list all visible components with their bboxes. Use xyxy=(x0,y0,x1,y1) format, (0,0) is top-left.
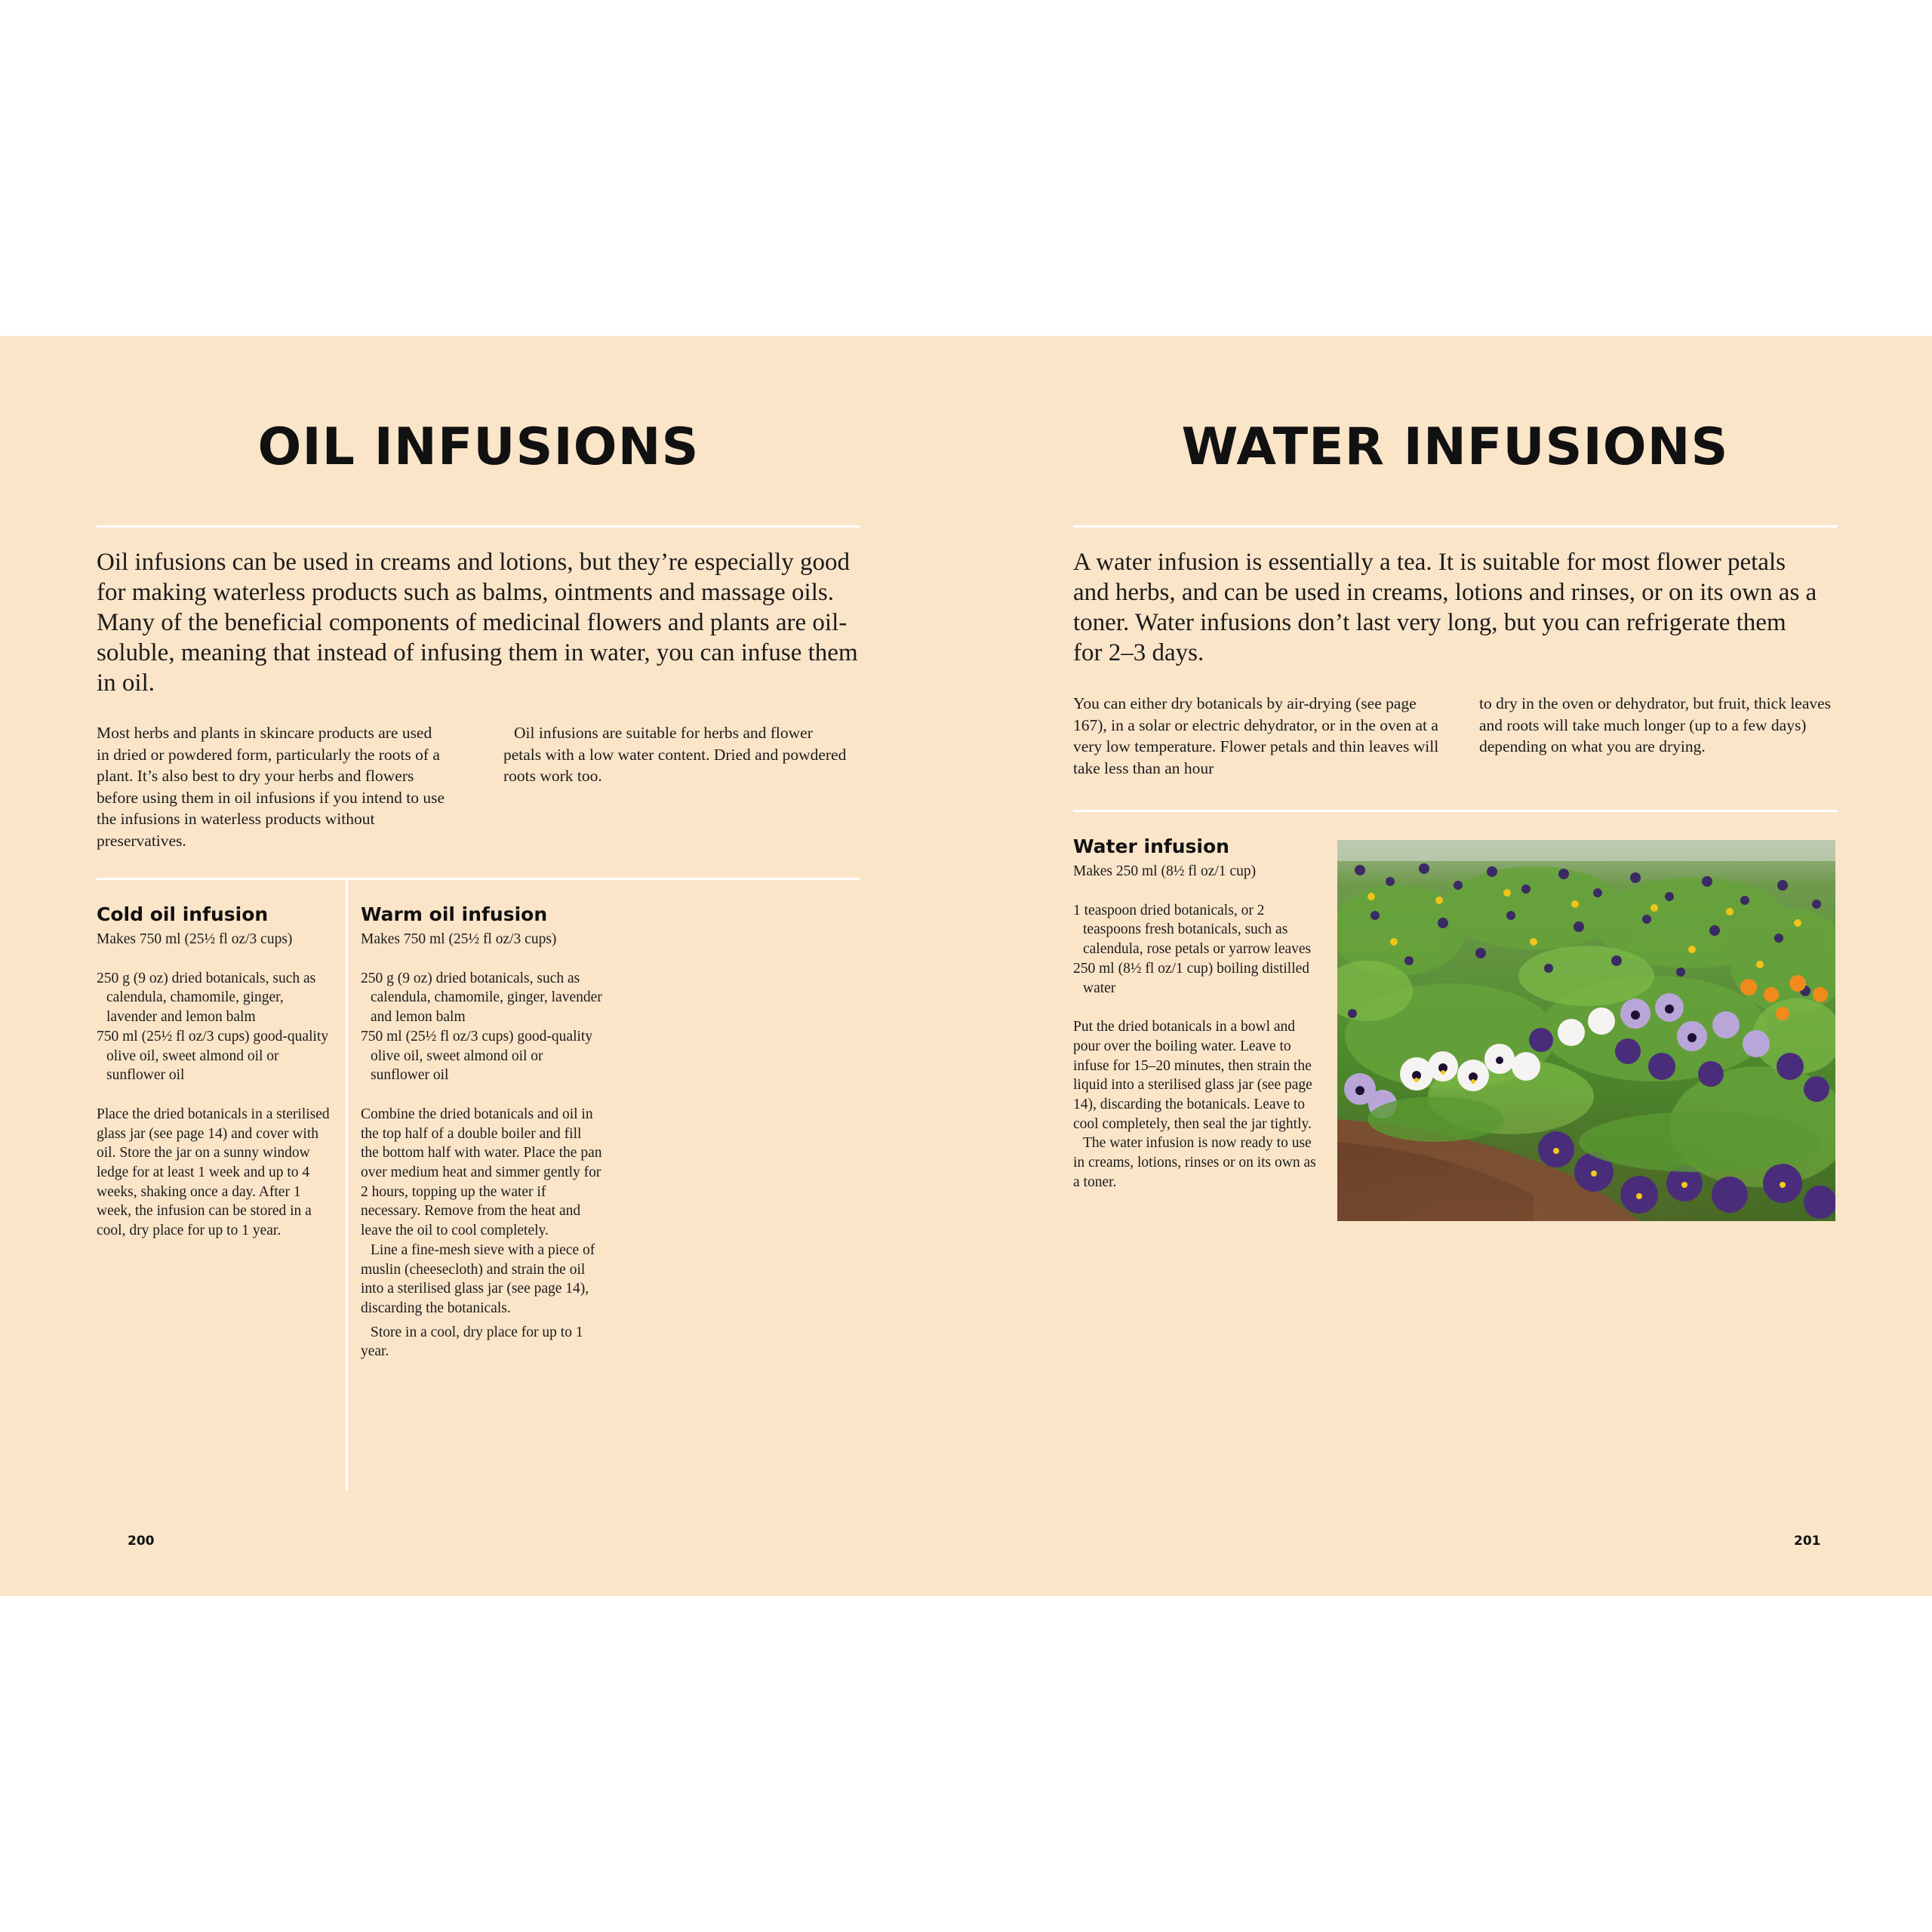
recipe-title: Water infusion xyxy=(1073,835,1229,857)
column-divider xyxy=(346,878,348,1491)
ingredient-item: 1 teaspoon dried botanicals, or 2 teaspoons fresh botanicals, such as calendula, rose petals or yarrow leaves xyxy=(1073,902,1312,958)
body-column-1: You can either dry botanicals by air-drying (see page 167), in a solar or electric dehydrator, or in the oven at a very low temperature. Flower petals and thin leaves will take less than an hour xyxy=(1073,694,1439,777)
ingredient-list xyxy=(97,969,337,1085)
recipe-method xyxy=(361,1105,602,1361)
body-column-2: Oil infusions are suitable for herbs and flower petals with a low water content. Dried and powdered roots work too. xyxy=(503,724,847,785)
page-title-water-infusions: WATER INFUSIONS xyxy=(1181,417,1729,477)
ingredient-item: 250 g (9 oz) dried botanicals, such as calendula, chamomile, ginger, lavender and lemon balm xyxy=(97,970,316,1026)
recipe-water-infusion xyxy=(1073,835,1322,1192)
page-title-oil-infusions: OIL INFUSIONS xyxy=(257,417,700,477)
method-paragraph: Combine the dried botanicals and oil in the top half of a double boiler and fill the bottom half with water. Place the pan over medium heat and simmer gently for 2 hours, topping up the water if necessary. Remove from the heat and leave the oil to cool completely. xyxy=(361,1106,602,1239)
intro-paragraph: A water infusion is essentially a tea. It is suitable for most flower petals and herbs, and can be used in creams, lotions and rinses, or on its own as a toner. Water infusions don’t last very long, but you can refrigerate them for 2–3 days. xyxy=(1073,549,1817,666)
recipe-title: Cold oil infusion xyxy=(97,903,269,925)
title-divider xyxy=(1073,525,1837,528)
intro-paragraph: Oil infusions can be used in creams and lotions, but they’re especially good for making waterless products such as balms, ointments and massage oils. Many of the beneficial components of medicinal flowers and plants are oil-soluble, meaning that instead of infusing them in water, you can infuse them in oil. xyxy=(97,549,858,697)
ingredient-item: 750 ml (25½ fl oz/3 cups) good-quality olive oil, sweet almond oil or sunflower oil xyxy=(97,1028,329,1084)
right-page xyxy=(966,336,1932,1596)
recipe-title: Warm oil infusion xyxy=(361,903,548,925)
recipe-method xyxy=(97,1105,337,1241)
pansy-flowerbed-photo xyxy=(1337,840,1835,1221)
body-column-2: to dry in the oven or dehydrator, but fruit, thick leaves and roots will take much longer (up to a few days) depending on what you are drying. xyxy=(1479,694,1832,755)
recipe-yield: Makes 750 ml (25½ fl oz/3 cups) xyxy=(97,931,293,947)
ingredient-list xyxy=(361,969,602,1085)
page-number: 201 xyxy=(1794,1534,1821,1549)
recipe-method xyxy=(1073,1017,1322,1192)
title-divider xyxy=(97,525,860,528)
recipe-cold-oil-infusion xyxy=(97,903,337,1241)
ingredient-item: 250 ml (8½ fl oz/1 cup) boiling distilled water xyxy=(1073,960,1310,996)
section-divider xyxy=(1073,810,1837,812)
method-paragraph: Put the dried botanicals in a bowl and pour over the boiling water. Leave to infuse for 15–20 minutes, then strain the liquid into a sterilised glass jar (see page 14), discarding the botanicals. Leave to cool completely, then seal the jar tightly. xyxy=(1073,1019,1312,1132)
ingredient-item: 750 ml (25½ fl oz/3 cups) good-quality olive oil, sweet almond oil or sunflower oil xyxy=(361,1028,593,1084)
recipe-yield: Makes 250 ml (8½ fl oz/1 cup) xyxy=(1073,863,1257,879)
section-divider xyxy=(97,878,860,880)
page-number: 200 xyxy=(128,1534,155,1549)
ingredient-item: 250 g (9 oz) dried botanicals, such as calendula, chamomile, ginger, lavender and lemon balm xyxy=(361,970,602,1026)
ingredient-list xyxy=(1073,901,1322,998)
method-paragraph: Store in a cool, dry place for up to 1 year. xyxy=(361,1324,583,1360)
method-paragraph: The water infusion is now ready to use in creams, lotions, rinses or on its own as a toner. xyxy=(1073,1135,1316,1190)
method-paragraph: Line a fine-mesh sieve with a piece of muslin (cheesecloth) and strain the oil into a sterilised glass jar (see page 14), discarding the botanicals. xyxy=(361,1241,595,1316)
left-page xyxy=(0,336,966,1596)
method-paragraph: Place the dried botanicals in a sterilised glass jar (see page 14) and cover with oil. Store the jar on a sunny window ledge for at least 1 week and up to 4 weeks, shaking once a day. After 1 week, the infusion can be stored in a cool, dry place for up to 1 year. xyxy=(97,1106,330,1239)
recipe-yield: Makes 750 ml (25½ fl oz/3 cups) xyxy=(361,931,557,947)
recipe-warm-oil-infusion xyxy=(361,903,602,1361)
book-spread xyxy=(0,336,1932,1596)
body-column-1: Most herbs and plants in skincare products are used in dried or powdered form, particularly the roots of a plant. It’s also best to dry your herbs and flowers before using them in oil infusions if you intend to use the infusions in waterless products without preservatives. xyxy=(97,724,445,850)
